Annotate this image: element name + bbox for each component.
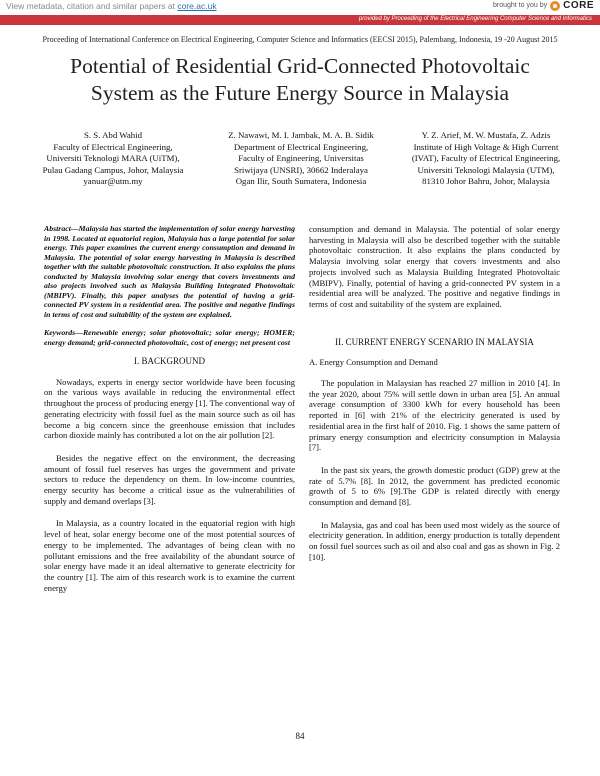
author-names: Y. Z. Arief, M. W. Mustafa, Z. Adzis xyxy=(421,130,551,140)
paragraph: In Malaysia, as a country located in the equatorial region with high level of heat, solar energy become one of the most potential sources of energy to be implemented. The advantages of being clean with no pollutant emissions and the free availability of the abundant source of solar energy have made it an ideal alternative to generate electricity for the country [1]. The aim of this research work is to examine the current energy xyxy=(44,518,295,593)
provided-by-text: provided by Proceeding of the Electrical Engineering Computer Science and Informatics xyxy=(358,16,592,22)
abstract: Abstract—Malaysia has started the implementation of solar energy harvesting in 1998. Located at equatorial region, Malaysia has a large potential for solar energy. This paper examines the current energy consumption and demand in Malaysia. The potential of solar energy harvesting in Malaysia is described together with the suitable photovoltaic construction. It also explains the plans conducted by Malaysia involving solar energy that covers investments and also projects involved such as Malaysia Building Integrated Photovoltaic (MBIPV). Finally, this paper analyses the potential of having a grid-connected PV system in a residential area. The positive and negative findings in terms of cost and suitability of the system are explained. xyxy=(44,224,295,319)
affiliation-line: Faculty of Electrical Engineering, xyxy=(53,141,173,152)
section-heading-background: I. BACKGROUND xyxy=(133,356,205,366)
affiliation-line: Faculty of Engineering, Universitas xyxy=(238,153,364,163)
page-number: 84 xyxy=(295,731,305,741)
brought-by-text: brought to you by xyxy=(493,2,548,9)
right-column xyxy=(309,224,560,563)
paragraph: consumption and demand in Malaysia. The potential of solar energy harvesting in Malaysia will also be described together with the suitable photovoltaic construction. It also explains the plans conducted by Malaysia involving solar energy that covers investments and also projects involved such as Malaysia Building Integrated Photovoltaic (MBIPV). Finally, potential of having a grid-connected PV system in a residential area will be analyzed. The positive and negative findings in terms of cost and suitability of the system are explained. xyxy=(309,224,560,309)
author-block-3 xyxy=(396,130,576,188)
core-link[interactable]: core.ac.uk xyxy=(177,1,217,11)
provided-by-banner xyxy=(0,15,600,25)
core-branding[interactable] xyxy=(493,0,594,11)
section-heading-energy-scenario: II. CURRENT ENERGY SCENARIO IN MALAYSIA xyxy=(335,336,534,347)
paper-title xyxy=(0,53,600,107)
affiliation-line: 81310 Johor Bahru, Johor, Malaysia xyxy=(422,176,550,186)
subsection-heading: A. Energy Consumption and Demand xyxy=(309,357,438,368)
affiliation-line: Ogan Ilir, South Sumatera, Indonesia xyxy=(235,176,367,186)
author-email: yanuar@utm.my xyxy=(83,176,143,186)
affiliation-line: Institute of High Voltage & High Current xyxy=(413,141,559,152)
affiliation-line: Universiti Teknologi Malaysia (UTM), xyxy=(417,164,555,175)
title-line-1: Potential of Residential Grid-Connected Photovoltaic xyxy=(70,54,530,78)
paragraph: The population in Malaysian has reached 27 million in 2010 [4]. In the year 2020, about 75% will settle down in urban area [5]. An annual average consumption of 3300 kWh for every household has been reported in [6] with 21% of the electricity generated is used by residential area in the first half of 2010. Fig. 1 shows the same pattern of primary energy consumption and electricity consumption in Malaysia [7]. xyxy=(309,378,560,453)
left-column xyxy=(44,224,295,593)
metadata-notice xyxy=(6,1,217,11)
metadata-text: View metadata, citation and similar papers at xyxy=(6,1,178,11)
author-names: Z. Nawawi, M. I. Jambak, M. A. B. Sidik xyxy=(228,130,374,140)
affiliation-line: Sriwijaya (UNSRI), 30662 Inderalaya xyxy=(234,164,368,175)
affiliation-line: (IVAT), Faculty of Electrical Engineering, xyxy=(411,153,561,163)
core-logo-icon xyxy=(550,1,560,11)
affiliation-line: Universiti Teknologi MARA (UiTM), xyxy=(46,153,180,163)
author-names: S. S. Abd Wahid xyxy=(83,130,143,140)
paragraph: In the past six years, the growth domestic product (GDP) grew at the rate of 5.7% [8]. In 2012, the government has predicted economic growth of 5 to 6% [9].The GDP is related directly with energy consumption and demand [8]. xyxy=(309,464,560,508)
author-block-1 xyxy=(28,130,198,188)
affiliation-line: Department of Electrical Engineering, xyxy=(233,141,369,152)
conference-line: Proceeding of International Conference on Electrical Engineering, Computer Science and Informatics (EECSI 2015), Palembang, Indonesia, 19 -20 August 2015 xyxy=(42,35,558,44)
affiliation-line: Pulau Gadang Campus, Johor, Malaysia xyxy=(42,164,184,175)
core-topbar xyxy=(0,0,600,14)
paragraph: Nowadays, experts in energy sector worldwide have been focusing on the various ways available in reducing the environmental effect throughout the process of producing energy [1]. The conventional way of generating electricity with fossil fuel as the main source such as oil has become a big concern since the greenhouse emission that includes carbon dioxide mainly has contributed a lot on the air pollution [2]. xyxy=(44,376,295,441)
title-line-2: System as the Future Energy Source in Malaysia xyxy=(90,81,510,105)
keywords: Keywords—Renewable energy; solar photovoltaic; solar energy; HOMER; energy demand; grid-connected photovoltaic, cost of energy; net present cost xyxy=(44,328,295,347)
paragraph: Besides the negative effect on the environment, the decreasing amount of fossil fuel reserves has urges the government and private sectors to reduce the dependency on them. In low-income countries, energy security has become a critical issue as the vulnerabilities of supply and demand overlaps [3]. xyxy=(44,452,295,506)
author-block-2 xyxy=(212,130,390,188)
paragraph: In Malaysia, gas and coal has been used most widely as the source of electricity generation. In addition, energy production is totally dependent on fossil fuel sources such as oil and also coal and gas as shown in Fig. 2 [10]. xyxy=(309,519,560,562)
core-label: CORE xyxy=(563,0,594,11)
